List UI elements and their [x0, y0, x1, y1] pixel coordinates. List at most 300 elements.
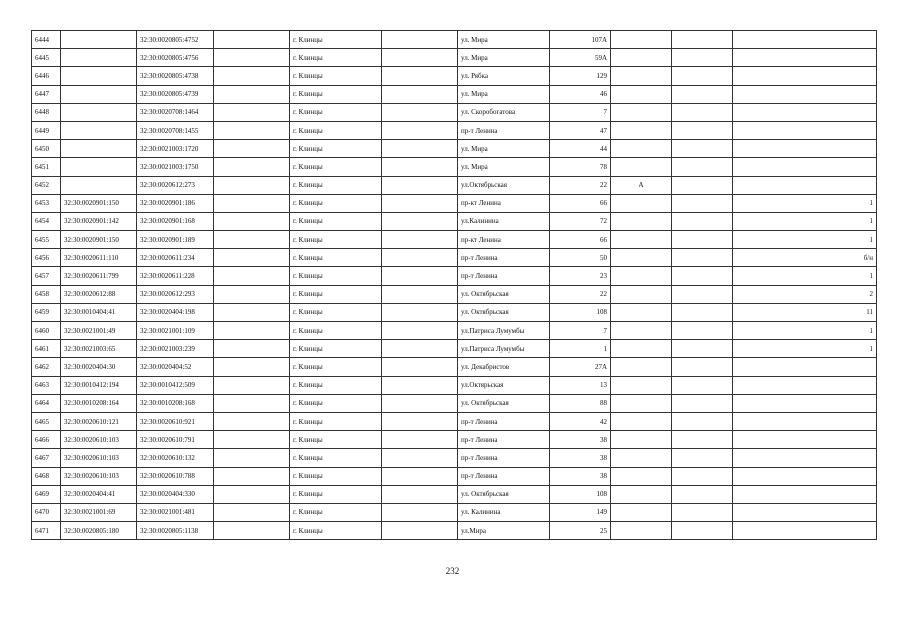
- cell-empty: [672, 376, 733, 394]
- table-row: [32, 485, 877, 503]
- cell-letter: [611, 31, 672, 49]
- cell-letter: [611, 212, 672, 230]
- cell-letter: [611, 249, 672, 267]
- cell-letter: А: [611, 176, 672, 194]
- cell-empty: [382, 485, 458, 503]
- cell-cadastral-number: 32:30:0020610:121: [61, 412, 137, 430]
- cell-object-cadastral-number: 32:30:0010412:509: [137, 376, 214, 394]
- table-row: [32, 412, 877, 430]
- cell-empty: [672, 522, 733, 540]
- cell-apartment: 1: [733, 322, 877, 340]
- cell-cadastral-number: [61, 121, 137, 139]
- cell-empty: [214, 285, 290, 303]
- cell-empty: [672, 249, 733, 267]
- cell-empty: [382, 303, 458, 321]
- table-row: [32, 267, 877, 285]
- cell-apartment: [733, 140, 877, 158]
- cell-house-number: 129: [550, 67, 611, 85]
- cell-city: г. Клинцы: [290, 376, 382, 394]
- cell-empty: [214, 121, 290, 139]
- cell-city: г. Клинцы: [290, 449, 382, 467]
- cell-empty: [214, 412, 290, 430]
- cell-apartment: [733, 503, 877, 521]
- cell-house-number: 107А: [550, 31, 611, 49]
- cell-cadastral-number: 32:30:0020611:110: [61, 249, 137, 267]
- cell-apartment: [733, 49, 877, 67]
- cell-apartment: [733, 176, 877, 194]
- cell-empty: [382, 103, 458, 121]
- cell-cadastral-number: 32:30:0021003:65: [61, 340, 137, 358]
- table-body: [32, 31, 877, 540]
- cell-letter: [611, 503, 672, 521]
- cell-object-cadastral-number: 32:30:0020611:234: [137, 249, 214, 267]
- cell-street: ул. Калинина: [458, 503, 550, 521]
- cell-object-cadastral-number: 32:30:0021003:1720: [137, 140, 214, 158]
- cell-row-number: 6453: [32, 194, 61, 212]
- cell-empty: [214, 140, 290, 158]
- cell-street: ул. Октябрьская: [458, 285, 550, 303]
- cell-empty: [382, 49, 458, 67]
- cell-empty: [382, 503, 458, 521]
- cell-row-number: 6464: [32, 394, 61, 412]
- cell-object-cadastral-number: 32:30:0020610:921: [137, 412, 214, 430]
- cell-empty: [382, 85, 458, 103]
- cell-cadastral-number: 32:30:0020610:103: [61, 467, 137, 485]
- cell-object-cadastral-number: 32:30:0020708:1464: [137, 103, 214, 121]
- cell-cadastral-number: 32:30:0020610:103: [61, 449, 137, 467]
- cell-empty: [672, 285, 733, 303]
- cell-letter: [611, 358, 672, 376]
- cell-city: г. Клинцы: [290, 212, 382, 230]
- cell-city: г. Клинцы: [290, 412, 382, 430]
- cell-object-cadastral-number: 32:30:0020404:52: [137, 358, 214, 376]
- cell-letter: [611, 140, 672, 158]
- cell-house-number: 46: [550, 85, 611, 103]
- cell-object-cadastral-number: 32:30:0020805:4739: [137, 85, 214, 103]
- cell-empty: [214, 449, 290, 467]
- cell-row-number: 6452: [32, 176, 61, 194]
- cell-city: г. Клинцы: [290, 158, 382, 176]
- cell-empty: [672, 212, 733, 230]
- cell-city: г. Клинцы: [290, 303, 382, 321]
- cell-house-number: 50: [550, 249, 611, 267]
- cell-street: ул. Мира: [458, 140, 550, 158]
- cell-street: ул.Патриса Лумумбы: [458, 340, 550, 358]
- cell-cadastral-number: [61, 49, 137, 67]
- cell-letter: [611, 158, 672, 176]
- cell-letter: [611, 49, 672, 67]
- page-number: 232: [445, 566, 460, 576]
- cell-house-number: 78: [550, 158, 611, 176]
- cell-letter: [611, 231, 672, 249]
- cell-object-cadastral-number: 32:30:0020805:4756: [137, 49, 214, 67]
- cell-letter: [611, 431, 672, 449]
- cell-row-number: 6449: [32, 121, 61, 139]
- cell-empty: [672, 340, 733, 358]
- cell-row-number: 6468: [32, 467, 61, 485]
- cell-cadastral-number: 32:30:0020901:150: [61, 194, 137, 212]
- cell-house-number: 27А: [550, 358, 611, 376]
- cell-object-cadastral-number: 32:30:0020610:788: [137, 467, 214, 485]
- cell-street: ул. Декабристов: [458, 358, 550, 376]
- cell-empty: [382, 467, 458, 485]
- cell-row-number: 6459: [32, 303, 61, 321]
- cell-city: г. Клинцы: [290, 103, 382, 121]
- cell-empty: [214, 249, 290, 267]
- cell-house-number: 47: [550, 121, 611, 139]
- cell-street: пр-кт Ленина: [458, 194, 550, 212]
- cell-street: ул. Мира: [458, 31, 550, 49]
- table-row: [32, 285, 877, 303]
- cell-empty: [382, 285, 458, 303]
- cell-object-cadastral-number: 32:30:0020404:330: [137, 485, 214, 503]
- cell-street: ул.Патриса Лумумбы: [458, 322, 550, 340]
- table-row: [32, 176, 877, 194]
- cell-cadastral-number: 32:30:0020901:150: [61, 231, 137, 249]
- cell-row-number: 6451: [32, 158, 61, 176]
- cell-object-cadastral-number: 32:30:0020610:132: [137, 449, 214, 467]
- cell-empty: [214, 485, 290, 503]
- cell-object-cadastral-number: 32:30:0020901:168: [137, 212, 214, 230]
- cell-apartment: [733, 358, 877, 376]
- cell-cadastral-number: 32:30:0010412:194: [61, 376, 137, 394]
- cell-row-number: 6456: [32, 249, 61, 267]
- cell-city: г. Клинцы: [290, 322, 382, 340]
- cell-empty: [214, 31, 290, 49]
- cell-empty: [672, 67, 733, 85]
- cell-empty: [382, 212, 458, 230]
- cell-city: г. Клинцы: [290, 285, 382, 303]
- cell-city: г. Клинцы: [290, 485, 382, 503]
- cell-apartment: 1: [733, 231, 877, 249]
- cell-street: ул. Мира: [458, 158, 550, 176]
- cell-city: г. Клинцы: [290, 358, 382, 376]
- cell-house-number: 66: [550, 194, 611, 212]
- table-row: [32, 340, 877, 358]
- cell-empty: [214, 340, 290, 358]
- cell-cadastral-number: 32:30:0020610:103: [61, 431, 137, 449]
- cell-empty: [382, 67, 458, 85]
- cell-empty: [214, 49, 290, 67]
- cell-row-number: 6446: [32, 67, 61, 85]
- cell-empty: [672, 121, 733, 139]
- cell-empty: [672, 231, 733, 249]
- cell-row-number: 6458: [32, 285, 61, 303]
- table-row: [32, 431, 877, 449]
- cell-street: ул.Октябрьская: [458, 176, 550, 194]
- cell-house-number: 38: [550, 431, 611, 449]
- cell-empty: [672, 140, 733, 158]
- cell-apartment: 11: [733, 303, 877, 321]
- cell-object-cadastral-number: 32:30:0020610:791: [137, 431, 214, 449]
- cell-empty: [382, 176, 458, 194]
- cell-letter: [611, 467, 672, 485]
- cell-row-number: 6467: [32, 449, 61, 467]
- cell-cadastral-number: [61, 85, 137, 103]
- cell-empty: [672, 303, 733, 321]
- cell-apartment: [733, 31, 877, 49]
- cell-letter: [611, 394, 672, 412]
- cell-empty: [382, 194, 458, 212]
- cell-city: г. Клинцы: [290, 85, 382, 103]
- cell-cadastral-number: 32:30:0010208:164: [61, 394, 137, 412]
- cell-empty: [672, 31, 733, 49]
- cell-row-number: 6471: [32, 522, 61, 540]
- cell-house-number: 149: [550, 503, 611, 521]
- table-row: [32, 121, 877, 139]
- cell-empty: [214, 103, 290, 121]
- cell-empty: [214, 158, 290, 176]
- cell-object-cadastral-number: 32:30:0020404:198: [137, 303, 214, 321]
- cell-house-number: 23: [550, 267, 611, 285]
- table-row: [32, 249, 877, 267]
- cell-street: ул.Мира: [458, 522, 550, 540]
- cell-city: г. Клинцы: [290, 194, 382, 212]
- table-row: [32, 449, 877, 467]
- table-row: [32, 231, 877, 249]
- cell-street: ул. Мира: [458, 85, 550, 103]
- cell-letter: [611, 522, 672, 540]
- table-row: [32, 103, 877, 121]
- cell-cadastral-number: 32:30:0020612:88: [61, 285, 137, 303]
- cell-street: ул.Октярьская: [458, 376, 550, 394]
- table-row: [32, 394, 877, 412]
- cell-apartment: [733, 431, 877, 449]
- cell-row-number: 6450: [32, 140, 61, 158]
- cell-empty: [214, 267, 290, 285]
- cell-cadastral-number: [61, 158, 137, 176]
- cell-street: пр-т Ленина: [458, 249, 550, 267]
- cell-object-cadastral-number: 32:30:0021001:481: [137, 503, 214, 521]
- cell-empty: [382, 394, 458, 412]
- cell-empty: [382, 431, 458, 449]
- cell-city: г. Клинцы: [290, 67, 382, 85]
- cell-empty: [382, 267, 458, 285]
- cell-house-number: 25: [550, 522, 611, 540]
- cell-empty: [382, 376, 458, 394]
- cell-object-cadastral-number: 32:30:0020611:228: [137, 267, 214, 285]
- cell-row-number: 6448: [32, 103, 61, 121]
- cell-empty: [672, 158, 733, 176]
- cell-cadastral-number: [61, 31, 137, 49]
- table-row: [32, 322, 877, 340]
- cell-city: г. Клинцы: [290, 121, 382, 139]
- cell-apartment: [733, 376, 877, 394]
- cell-cadastral-number: 32:30:0021001:69: [61, 503, 137, 521]
- cell-row-number: 6455: [32, 231, 61, 249]
- cell-city: г. Клинцы: [290, 503, 382, 521]
- cell-street: пр-кт Ленина: [458, 231, 550, 249]
- cell-cadastral-number: 32:30:0020805:180: [61, 522, 137, 540]
- cell-empty: [382, 449, 458, 467]
- cell-empty: [214, 503, 290, 521]
- cell-apartment: [733, 467, 877, 485]
- cell-house-number: 108: [550, 485, 611, 503]
- cell-object-cadastral-number: 32:30:0020612:273: [137, 176, 214, 194]
- cell-city: г. Клинцы: [290, 522, 382, 540]
- cell-apartment: 1: [733, 212, 877, 230]
- cell-cadastral-number: [61, 103, 137, 121]
- cell-house-number: 13: [550, 376, 611, 394]
- cell-cadastral-number: [61, 67, 137, 85]
- cell-street: ул. Скоробогатова: [458, 103, 550, 121]
- cell-object-cadastral-number: 32:30:0020708:1455: [137, 121, 214, 139]
- cell-row-number: 6462: [32, 358, 61, 376]
- cell-empty: [672, 431, 733, 449]
- cell-letter: [611, 121, 672, 139]
- cell-empty: [382, 231, 458, 249]
- cell-house-number: 72: [550, 212, 611, 230]
- cell-street: ул.Калинина: [458, 212, 550, 230]
- cell-house-number: 44: [550, 140, 611, 158]
- cell-apartment: 1: [733, 267, 877, 285]
- cell-city: г. Клинцы: [290, 340, 382, 358]
- cell-empty: [214, 431, 290, 449]
- cell-empty: [214, 358, 290, 376]
- cell-street: пр-т Ленина: [458, 412, 550, 430]
- cell-empty: [214, 376, 290, 394]
- cell-empty: [672, 485, 733, 503]
- cell-cadastral-number: 32:30:0021001:49: [61, 322, 137, 340]
- table-row: [32, 31, 877, 49]
- cell-object-cadastral-number: 32:30:0020805:4738: [137, 67, 214, 85]
- cell-empty: [672, 412, 733, 430]
- cell-cadastral-number: 32:30:0020611:799: [61, 267, 137, 285]
- cell-street: пр-т Ленина: [458, 449, 550, 467]
- cell-city: г. Клинцы: [290, 394, 382, 412]
- cell-empty: [382, 322, 458, 340]
- cell-city: г. Клинцы: [290, 267, 382, 285]
- cell-apartment: б/н: [733, 249, 877, 267]
- table-row: [32, 303, 877, 321]
- cell-object-cadastral-number: 32:30:0020901:186: [137, 194, 214, 212]
- cell-empty: [214, 231, 290, 249]
- cell-row-number: 6466: [32, 431, 61, 449]
- cell-street: ул. Октябрьская: [458, 303, 550, 321]
- cell-object-cadastral-number: 32:30:0020901:189: [137, 231, 214, 249]
- cell-letter: [611, 103, 672, 121]
- cell-apartment: 1: [733, 340, 877, 358]
- cell-empty: [672, 449, 733, 467]
- cell-house-number: 38: [550, 467, 611, 485]
- cell-house-number: 7: [550, 322, 611, 340]
- cell-letter: [611, 267, 672, 285]
- cell-cadastral-number: 32:30:0010404:41: [61, 303, 137, 321]
- table-row: [32, 358, 877, 376]
- table-row: [32, 503, 877, 521]
- cell-apartment: [733, 158, 877, 176]
- cell-empty: [382, 340, 458, 358]
- cell-house-number: 22: [550, 176, 611, 194]
- cell-letter: [611, 449, 672, 467]
- cell-row-number: 6463: [32, 376, 61, 394]
- cell-street: пр-т Ленина: [458, 121, 550, 139]
- cell-empty: [214, 194, 290, 212]
- cell-house-number: 59А: [550, 49, 611, 67]
- cell-empty: [382, 140, 458, 158]
- cell-apartment: [733, 522, 877, 540]
- cell-letter: [611, 194, 672, 212]
- cell-city: г. Клинцы: [290, 431, 382, 449]
- cell-cadastral-number: 32:30:0020404:41: [61, 485, 137, 503]
- cell-letter: [611, 85, 672, 103]
- cell-city: г. Клинцы: [290, 176, 382, 194]
- cell-cadastral-number: 32:30:0020404:30: [61, 358, 137, 376]
- cell-apartment: [733, 394, 877, 412]
- cell-letter: [611, 285, 672, 303]
- cell-street: пр-т Ленина: [458, 267, 550, 285]
- cell-row-number: 6465: [32, 412, 61, 430]
- table-row: [32, 140, 877, 158]
- table-row: [32, 158, 877, 176]
- register-table: [31, 30, 877, 540]
- cell-city: г. Клинцы: [290, 31, 382, 49]
- cell-empty: [672, 267, 733, 285]
- cell-object-cadastral-number: 32:30:0020612:293: [137, 285, 214, 303]
- cell-empty: [382, 358, 458, 376]
- cell-empty: [672, 85, 733, 103]
- cell-empty: [214, 67, 290, 85]
- cell-empty: [672, 103, 733, 121]
- cell-empty: [382, 412, 458, 430]
- cell-empty: [672, 503, 733, 521]
- cell-street: ул. Рябка: [458, 67, 550, 85]
- cell-house-number: 38: [550, 449, 611, 467]
- cell-city: г. Клинцы: [290, 49, 382, 67]
- cell-object-cadastral-number: 32:30:0021003:239: [137, 340, 214, 358]
- cell-house-number: 108: [550, 303, 611, 321]
- cell-empty: [214, 85, 290, 103]
- cell-street: ул. Октябрьская: [458, 485, 550, 503]
- cell-letter: [611, 67, 672, 85]
- cell-empty: [214, 176, 290, 194]
- table-row: [32, 85, 877, 103]
- cell-empty: [672, 358, 733, 376]
- cell-house-number: 42: [550, 412, 611, 430]
- cell-row-number: 6457: [32, 267, 61, 285]
- cell-row-number: 6445: [32, 49, 61, 67]
- cell-empty: [382, 158, 458, 176]
- cell-apartment: [733, 449, 877, 467]
- table-row: [32, 194, 877, 212]
- cell-apartment: 2: [733, 285, 877, 303]
- cell-object-cadastral-number: 32:30:0020805:4752: [137, 31, 214, 49]
- cell-house-number: 66: [550, 231, 611, 249]
- cell-empty: [214, 322, 290, 340]
- cell-empty: [214, 522, 290, 540]
- cell-city: г. Клинцы: [290, 231, 382, 249]
- cell-letter: [611, 376, 672, 394]
- cell-row-number: 6460: [32, 322, 61, 340]
- cell-object-cadastral-number: 32:30:0020805:1138: [137, 522, 214, 540]
- cell-apartment: [733, 67, 877, 85]
- cell-empty: [672, 194, 733, 212]
- cell-letter: [611, 340, 672, 358]
- cell-apartment: 1: [733, 194, 877, 212]
- cell-empty: [382, 121, 458, 139]
- cell-apartment: [733, 412, 877, 430]
- cell-object-cadastral-number: 32:30:0021003:1750: [137, 158, 214, 176]
- cell-street: пр-т Ленина: [458, 431, 550, 449]
- table-row: [32, 49, 877, 67]
- cell-row-number: 6447: [32, 85, 61, 103]
- cell-empty: [214, 212, 290, 230]
- cell-empty: [382, 31, 458, 49]
- cell-object-cadastral-number: 32:30:0010208:168: [137, 394, 214, 412]
- cell-letter: [611, 412, 672, 430]
- cell-empty: [672, 176, 733, 194]
- cell-empty: [214, 467, 290, 485]
